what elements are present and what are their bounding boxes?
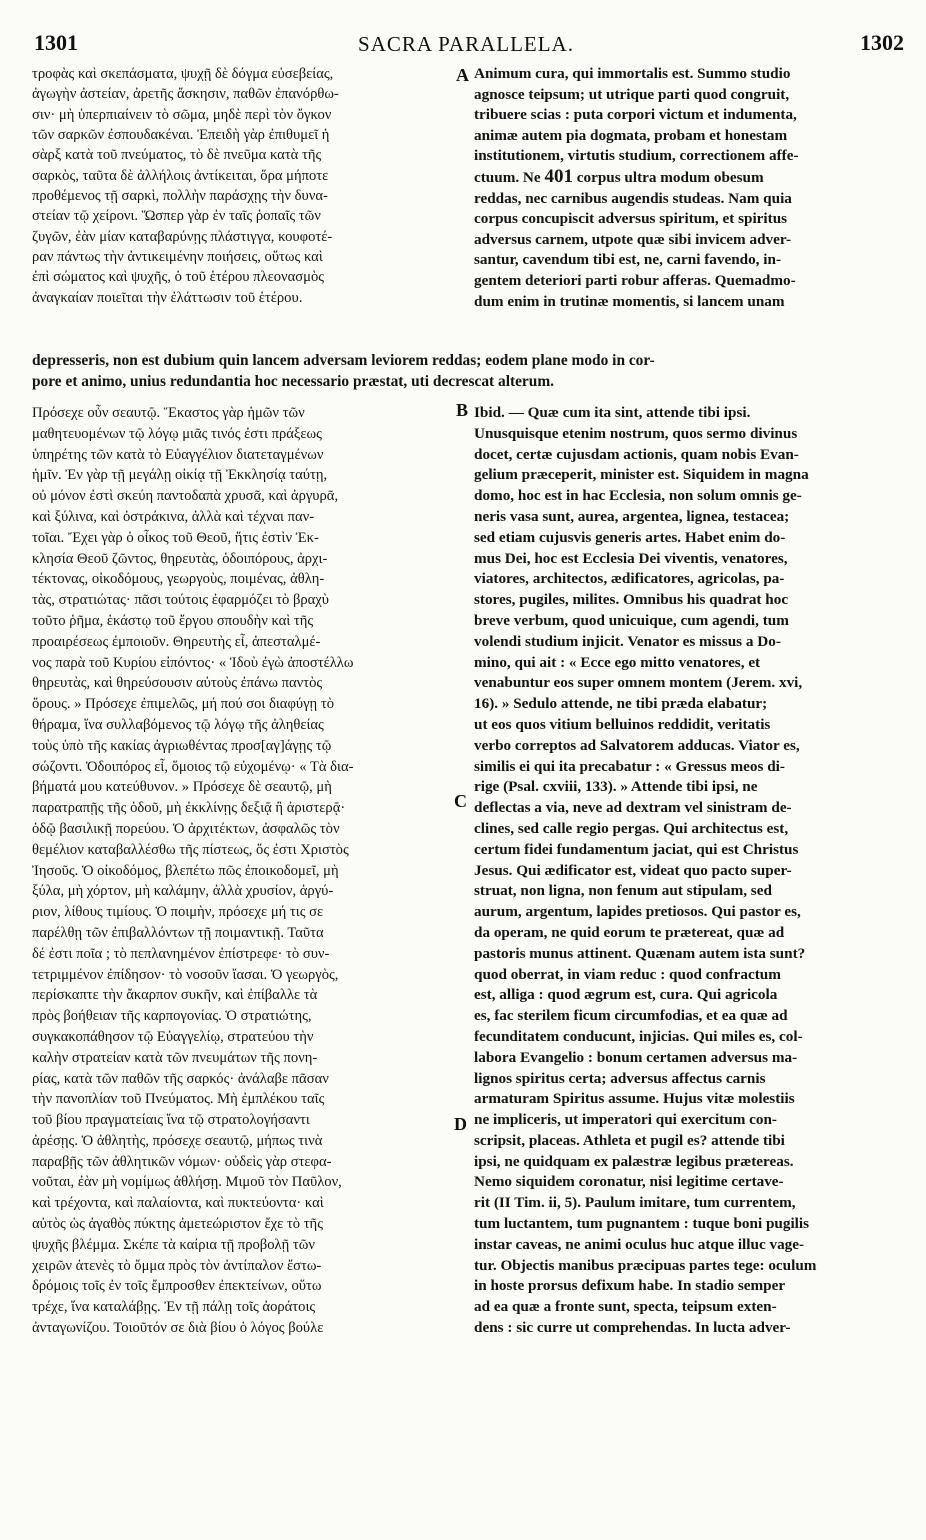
text-line: docet, certæ cujusdam actionis, quam nobis Evan- [474,445,799,463]
text-line: κλησία Θεοῦ ζῶντος, θηρευτὰς, ὁδοιπόρους, ἀρχι- [32,550,328,567]
text-line: gelium præceperit, minister est. Siquidem in magna [474,466,809,484]
text-line: Unusquisque etenim nostrum, quos sermo divinus [474,424,798,442]
text-line: ἀναγκαίαν ποιεῖται τὴν ἐλάττωσιν τοῦ ἑτέρου. [32,289,303,306]
text-line: struat, non ligna, non fenum aut stipulam, sed [474,882,772,900]
text-line: reddas, nec carnibus augendis studeas. Nam quia [474,189,792,207]
text-line [474,167,904,189]
text-line: Nemo siquidem coronatur, nisi legitime certave- [474,1173,784,1191]
text-line: πρὸς βοήθειαν τῆς καρπογονίας. Ὁ στρατιώτης, [32,1008,312,1025]
text-line: τοῦτο ῥῆμα, ἑκάστῳ τοῦ ἔργου σπουδὴν καὶ τῆς [32,612,314,629]
text-line: τέκτονας, οἰκοδόμους, γεωργοὺς, ποιμένας, ἀθλη- [32,571,325,588]
text-line: dum enim in trutinæ momentis, si lancem unam [474,292,785,310]
text-line: ἀρέσῃς. Ὁ ἀθλητὴς, πρόσεχε σεαυτῷ, μήπως τινὰ [32,1132,323,1149]
text-line: neris vasa sunt, aurea, argentea, lignea, testacea; [474,507,790,525]
text-line: καὶ ξύλινα, καὶ ὀστράκινα, ἀλλὰ καὶ τέχναι παν- [32,508,315,525]
text-line: προθέμενος τῇ σαρκὶ, πολλὴν παράσχῃς τὴν δυνα- [32,188,328,205]
text-line: Ibid. — Quæ cum ita sint, attende tibi ipsi. [474,404,751,421]
running-title: SACRA PARALLELA. [358,32,574,56]
text-line: gentem deteriori parti robur afferas. Quemadmo- [474,271,796,289]
text-line: ἀγωγὴν ἀστείαν, ἀρετῆς ἄσκησιν, παθῶν ἐπανόρθω- [32,86,339,103]
text-line: 16). » Sedulo attende, ne tibi præda elabatur; [474,695,768,713]
text-line: σιν· μὴ ὑπερπιαίνειν τὸ σῶμα, μηδὲ περὶ τὸν ὄγκον [32,106,332,123]
greek-column-top [32,64,452,308]
text-line: ρίας, κατὰ τῶν παθῶν τῆς σαρκός· ἀνάλαβε πᾶσαν [32,1070,329,1087]
right-page-number: 1302 [860,30,904,55]
text-line: ὁδῷ βασιλικῇ πορεύου. Ὁ ἀρχιτέκτων, ἀσφαλῶς τὸν [32,820,340,837]
text-line: similis ei qui ita precabatur : « Gressus meos di- [474,757,785,775]
text-line: Jesus. Qui ædificator est, videat quo pacto super- [474,861,792,879]
text-line: σαρκὸς, ταῦτα δὲ ἀλλήλοις ἀντίκειται, ὅρα μήποτε [32,167,329,184]
greek-column-main [32,403,452,1339]
text-line: santur, cavendum tibi est, ne, carni favendo, in- [474,251,782,269]
text-line: ξύλα, μὴ χόρτον, μὴ καλάμην, ἀλλὰ χρυσίον, ἀργύ- [32,883,334,900]
text-line: deflectas a via, neve ad dextram vel sinistram de- [474,799,792,817]
latin-full-width [32,350,904,392]
text-line: mus Dei, hoc est Ecclesia Dei viventis, venatores, [474,549,788,567]
text-line: σὰρξ κατὰ τοῦ πνεύματος, τὸ δὲ πνεῦμα κατὰ τῆς [32,147,322,164]
text-line: da operam, ne quid eorum te prætereat, quæ ad [474,923,785,941]
text-line: τὴν πανοπλίαν τοῦ Πνεύματος. Μὴ ἐμπλέκου ταῖς [32,1091,325,1108]
text-line: armaturam Spiritus assume. Hujus vitæ molestiis [474,1090,795,1108]
text-line: τοῦ βίου πραγματείαις ἵνα τῷ στρατολογήσαντι [32,1112,310,1129]
text-line: ἡμῖν. Ἐν γὰρ τῇ μεγάλῃ οἰκίᾳ τῇ Ἐκκλησίᾳ ταύτῃ, [32,467,328,484]
text-line: οὐ μόνον ἐστὶ σκεύη παντοδαπὰ χρυσᾶ, καὶ ἀργυρᾶ, [32,488,339,505]
text-line: volendi studium injicit. Venator es missus a Do- [474,632,781,650]
left-page-number: 1301 [34,30,78,55]
text-line: ad ea quæ a fronte sunt, specta, teipsum exten- [474,1298,777,1316]
text-line: fecunditatem conducunt, injicias. Qui miles es, col- [474,1027,803,1045]
text-line: instar caveas, ne animi oculus huc atque illuc vage- [474,1235,805,1253]
text-line: θήραμα, ἵνα συλλαβόμενος τῷ λόγῳ τῆς ἀληθείας [32,716,324,733]
text-line: institutionem, virtutis studium, correctionem affe- [474,147,799,165]
text-line: scripsit, placeas. Athleta et pugil es? attende tibi [474,1131,785,1149]
text-line: τῶν σαρκῶν ἐσπουδακέναι. Ἐπειδὴ γὰρ ἐπιθυμεῖ ἡ [32,127,330,144]
text-line: συγκακοπάθησον τῷ Εὐαγγελίῳ, στρατεύου τὴν [32,1028,314,1045]
text-line: aurum, argentum, lapides pretiosos. Qui pastor es, [474,903,801,921]
text-line: tum luctantem, tum pugnantem : tuque boni pugilis [474,1215,810,1233]
column-number: 401 [544,166,573,187]
text-line: viatores, architectos, ædificatores, agricolas, pa- [474,570,785,588]
text-line: χειρῶν ἀτενὲς τὸ ὄμμα πρὸς τὸν ἀντίπαλον ἔστω- [32,1257,322,1274]
text-line: αὐτὸς ὡς ἀγαθὸς πύκτης ἀμετεώριστον ἔχε τὸ τῆς [32,1216,323,1233]
text-line: animæ autem pia dogmata, probam et honestam [474,126,788,144]
text-line: certum fidei fundamentum jaciat, qui est Christus [474,840,799,858]
text-line: adversus carnem, utpote quæ sibi invicem adver- [474,230,792,248]
text-line: es, fac sterilem ficum circumfodias, et ea quæ ad [474,1007,788,1025]
text-line: νος παρὰ τοῦ Κυρίου εἰπόντος· « Ἰδοὺ ἐγὼ ἀποστέλλω [32,654,354,671]
text-line: ἀνταγωνίζου. Τοιοῦτόν σε διὰ βίου ὁ λόγος βούλε [32,1320,324,1337]
text-line: clines, sed calle regio pergas. Qui architectus est, [474,819,789,837]
text-line: venabuntur eos super omnem montem (Jerem. xvi, [474,674,803,692]
text-line: ριον, λίθους τιμίους. Ὁ ποιμὴν, πρόσεχε μή τις σε [32,904,324,921]
text-line: προαιρέσεως ἐμποιοῦν. Θηρευτὴς εἶ, ἀπεσταλμέ- [32,633,321,650]
margin-letter-c: C [454,791,467,811]
text-line: ραν πάντως τὴν ἀντικειμένην ποιήσεις, οὕτως καὶ [32,249,323,266]
text-line: domo, hoc est in hac Ecclesia, non solum omnis ge- [474,487,802,505]
latin-column-main [474,403,904,1339]
text-line: verbo correptos ad Salvatorem adducas. Viator es, [474,736,800,754]
text-line: παρατραπῇς τῆς ὁδοῦ, μὴ ἐκκλίνῃς δεξιᾷ ἢ ἀριστερᾷ· [32,800,346,817]
text-line: θεμέλιον καταβαλλέσθω τῆς πίστεως, ὅς ἐστι Χριστὸς [32,841,349,858]
text-line: Ἰησοῦς. Ὁ οἰκοδόμος, βλεπέτω πῶς ἐποικοδομεῖ, μὴ [32,862,339,879]
text-line: σώζοντι. Ὁδοιπόρος εἶ, ὅμοιος τῷ εὐχομένῳ· « Τὰ δια- [32,758,354,775]
text-line: sed etiam cujusvis generis artes. Habet enim do- [474,528,786,546]
text-line: lignos spiritus certa; adversus affectus carnis [474,1069,766,1087]
text-line: νοῦται, ἐὰν μὴ νομίμως ἀθλήσῃ. Μιμοῦ τὸν Παῦλον, [32,1174,342,1191]
text-line: παραβῇς τῶν ἀθλητικῶν νόμων· οὐδεὶς γὰρ στεφα- [32,1153,332,1170]
text-line: pore et animo, unius redundantia hoc necessario præstat, uti decrescat alterum. [32,373,554,390]
text-line: rit (II Tim. ii, 5). Paulum imitare, tum currentem, [474,1194,796,1212]
text-line: ne impliceris, ut imperatori qui exercitum con- [474,1111,777,1129]
margin-letter-d: D [454,1114,467,1134]
text-line: stores, pugiles, milites. Omnibus his quadrat hoc [474,591,789,609]
text-line: στείαν τῷ χείρονι. Ὥσπερ γὰρ ἐν ταῖς ῥοπαῖς τῶν [32,208,321,225]
margin-letter-a: A [456,65,469,85]
text-line: τοὺς ὑπὸ τῆς κακίας ἀγριωθέντας προσ[αγ]άγῃς τῷ [32,737,332,754]
page-header [28,30,904,64]
text-line: παρέλθῃ τῶν ἐπιβαλλόντων τῇ ποιμαντικῇ. Ταῦτα [32,924,324,941]
text-line: δρόμοις τοῖς ἐν τοῖς ἔμπροσθεν ἐπεκτείνων, οὕτω [32,1278,322,1295]
text-line: breve verbum, quod unicuique, cum agendi, tum [474,611,789,629]
text-line-end: corpus ultra modum obesum [576,168,764,186]
text-line: ἐπὶ σώματος καὶ ψυχῆς, ὁ τοῦ ἑτέρου πλεονασμὸς [32,269,325,286]
text-line: tribuere scias : puta corpori victum et indumenta, [474,106,797,124]
text-line: labora Evangelio : bonum certamen adversus ma- [474,1048,798,1066]
text-line-start: ctuum. Ne [474,168,541,186]
text-line: βήματά μου κατεύθυνον. » Πρόσεχε δὲ σεαυτῷ, μὴ [32,779,332,796]
text-line: καλὴν στρατείαν κατὰ τῶν πνευμάτων τῆς πονη- [32,1049,318,1066]
text-line: μαθητευομένων τῷ λόγῳ μιᾶς τινός ἐστι πράξεως [32,425,322,442]
text-line: mino, qui ait : « Ecce ego mitto venatores, et [474,653,761,671]
text-line: τρέχε, ἵνα καταλάβῃς. Ἐν τῇ πάλῃ τοῖς ἀοράτοις [32,1299,316,1316]
text-line: corpus concupiscit adversus spiritum, et spiritus [474,210,788,228]
text-line: ipsi, ne quidquam ex palæstræ legibus prætereas. [474,1152,794,1170]
latin-column-top [474,64,904,312]
text-line: δέ ἐστι ποῖα ; τὸ πεπλανημένον ἐπίστρεφε· τὸ συν- [32,945,330,962]
text-line: τροφὰς καὶ σκεπάσματα, ψυχῇ δὲ δόγμα εὐσεβείας, [32,66,334,82]
text-line: ut eos quos vitium belluinos reddidit, veritatis [474,715,771,733]
text-line: Animum cura, qui immortalis est. Summo studio [474,65,791,82]
text-line: τὰς, στρατιώτας· πᾶσι τούτοις ἐφαρμόζει τὸ βραχὺ [32,592,330,609]
text-line: θηρευτὰς, καὶ θηρεύσουσιν αὐτοὺς ἐπάνω παντὸς [32,675,323,692]
text-line: quod oberrat, in viam reduc : quod confractum [474,965,781,983]
text-line: ὑπηρέτης τῶν κατὰ τὸ Εὐαγγέλιον διατεταγμένων [32,446,324,463]
text-line: καὶ τρέχοντα, καὶ παλαίοντα, καὶ πυκτεύοντα· καὶ [32,1195,324,1212]
text-line: pastoris munus attinent. Quænam autem ista sunt? [474,944,806,962]
text-line: in hoste prorsus defixum habe. In stadio semper [474,1277,786,1295]
text-line: rige (Psal. cxviii, 133). » Attende tibi ipsi, ne [474,778,758,796]
text-line: ζυγῶν, ἐὰν μίαν καταβαρύνῃς πλάστιγγα, κουφοτέ- [32,228,333,245]
text-line: τετριμμένον ἐπίδησον· τὸ νοσοῦν ἴασαι. Ὁ γεωργὸς, [32,966,339,983]
text-line: ψυχῆς βλέμμα. Σκέπε τὰ καίρια τῇ προβολῇ τῶν [32,1236,315,1253]
text-line: τοῖαι. Ἔχει γὰρ ὁ οἶκος τοῦ Θεοῦ, ἥτις ἐστὶν Ἐκ- [32,529,319,546]
text-line: περίσκαπτε τὴν ἄκαρπον συκῆν, καὶ ἐπίβαλλε τὰ [32,987,318,1004]
text-line: depresseris, non est dubium quin lancem adversam leviorem reddas; eodem plane modo in cor- [32,352,655,369]
text-line: dens : sic curre ut comprehendas. In lucta adver- [474,1319,791,1337]
text-line: ὄρους. » Πρόσεχε ἐπιμελῶς, μή πού σοι διαφύγῃ τὸ [32,696,334,713]
text-line: est, alliga : quod ægrum est, cura. Qui agricola [474,986,778,1004]
text-line: agnosce teipsum; ut utrique parti quod congruit, [474,85,790,103]
margin-letter-b: B [456,400,469,420]
text-line: Πρόσεχε οὖν σεαυτῷ. Ἕκαστος γὰρ ἡμῶν τῶν [32,405,305,421]
text-line: tur. Objectis manibus præcipuas partes tege: oculum [474,1256,817,1274]
